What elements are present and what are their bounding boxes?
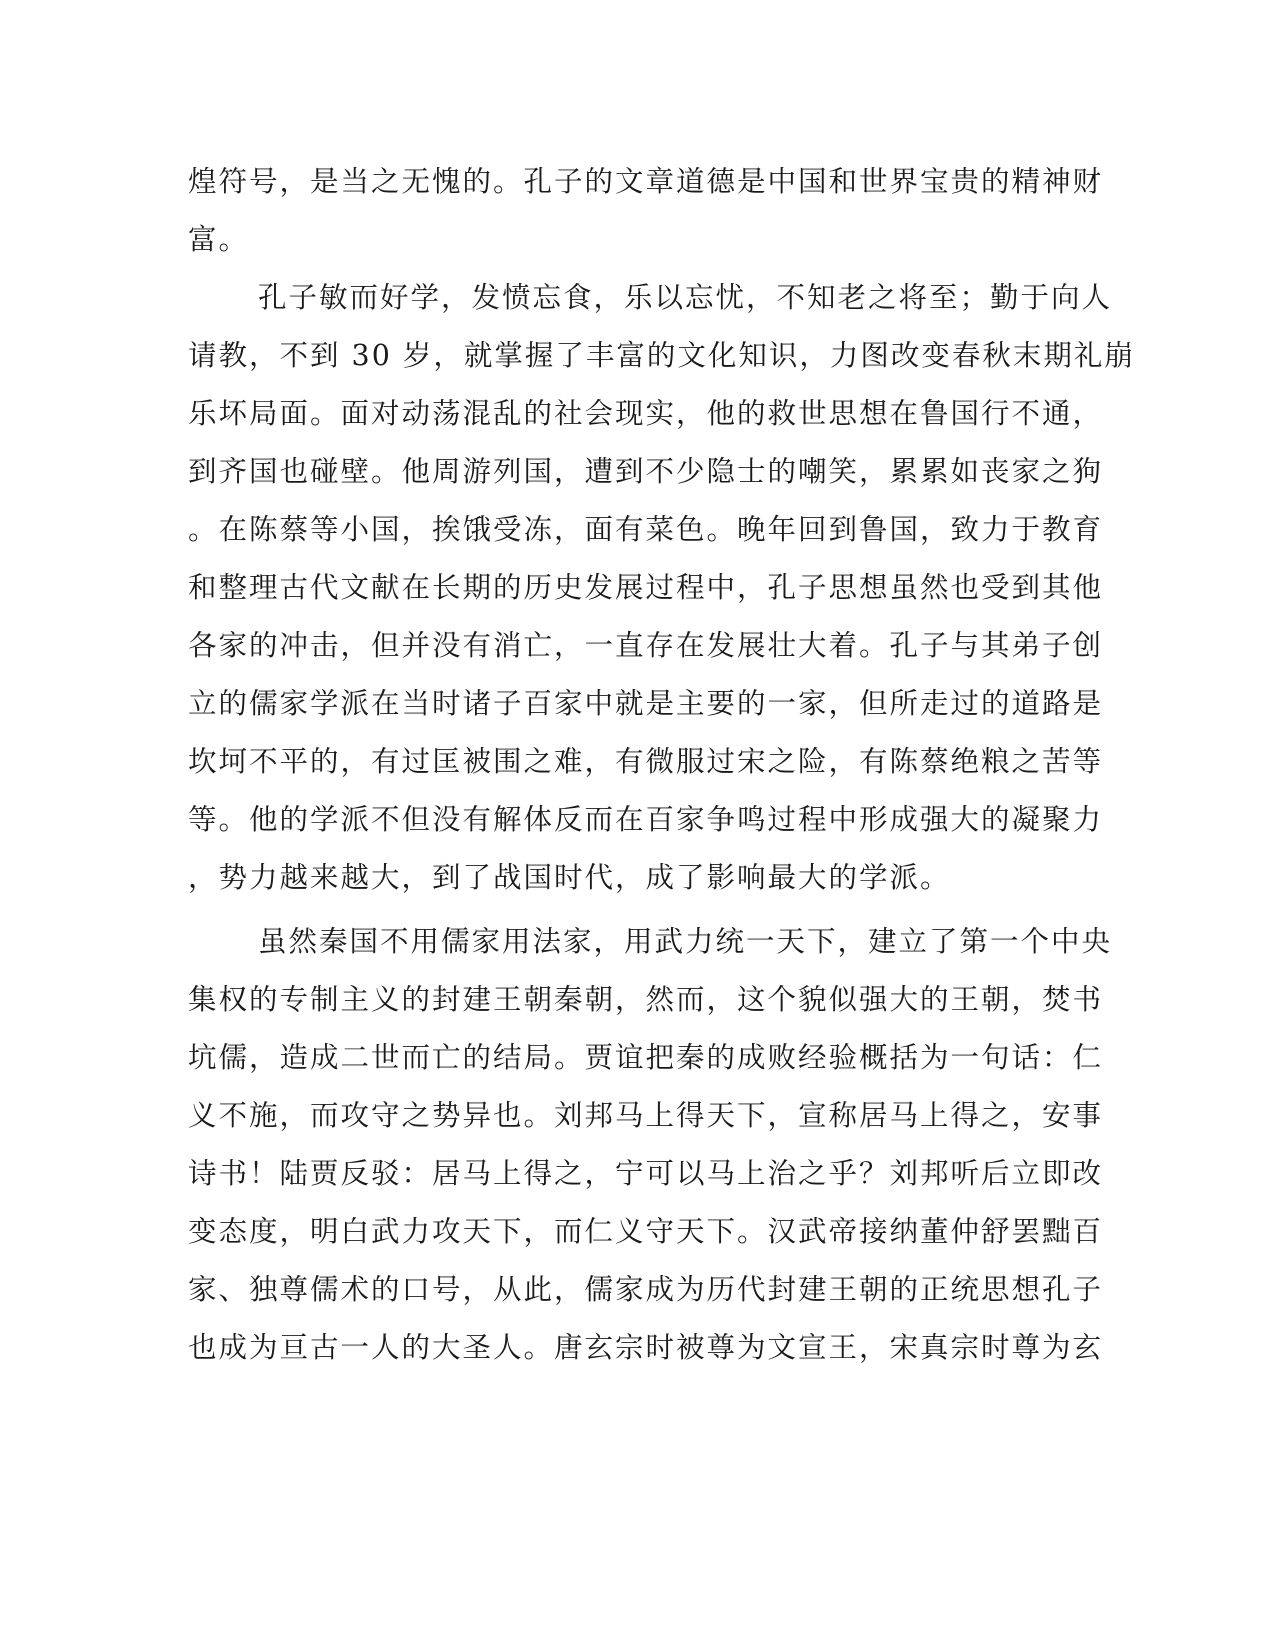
text-line: 各家的冲击，但并没有消亡，一直存在发展壮大着。孔子与其弟子创	[188, 629, 1104, 662]
text-line: 到齐国也碰壁。他周游列国，遭到不少隐士的嘲笑，累累如丧家之狗	[188, 455, 1104, 488]
text-line: 坎坷不平的，有过匡被围之难，有微服过宋之险，有陈蔡绝粮之苦等	[188, 745, 1104, 778]
paragraph-first-line: 孔子敏而好学，发愤忘食，乐以忘忧，不知老之将至；勤于向人	[258, 281, 1113, 314]
text-line: 诗书！陆贾反驳：居马上得之，宁可以马上治之乎？刘邦听后立即改	[188, 1157, 1104, 1190]
text-line: 也成为亘古一人的大圣人。唐玄宗时被尊为文宣王，宋真宗时尊为玄	[188, 1331, 1104, 1364]
text-line: 。在陈蔡等小国，挨饿受冻，面有菜色。晚年回到鲁国，致力于教育	[188, 513, 1104, 546]
text-line: 变态度，明白武力攻天下，而仁义守天下。汉武帝接纳董仲舒罢黜百	[188, 1215, 1104, 1248]
paragraph-first-line: 虽然秦国不用儒家用法家，用武力统一天下，建立了第一个中央	[258, 925, 1113, 958]
text-line: 和整理古代文献在长期的历史发展过程中，孔子思想虽然也受到其他	[188, 571, 1104, 604]
text-line: ，势力越来越大，到了战国时代，成了影响最大的学派。	[188, 861, 951, 894]
text-line: 乐坏局面。面对动荡混乱的社会现实，他的救世思想在鲁国行不通，	[188, 397, 1104, 430]
text-line: 坑儒，造成二世而亡的结局。贾谊把秦的成败经验概括为一句话：仁	[188, 1041, 1104, 1074]
text-line: 请教，不到 30 岁，就掌握了丰富的文化知识，力图改变春秋末期礼崩	[188, 339, 1135, 372]
text-line: 义不施，而攻守之势异也。刘邦马上得天下，宣称居马上得之，安事	[188, 1099, 1104, 1132]
text-line: 家、独尊儒术的口号，从此，儒家成为历代封建王朝的正统思想孔子	[188, 1273, 1104, 1306]
text-line: 煌符号，是当之无愧的。孔子的文章道德是中国和世界宝贵的精神财	[188, 165, 1104, 198]
text-line: 等。他的学派不但没有解体反而在百家争鸣过程中形成强大的凝聚力	[188, 803, 1104, 836]
text-line: 集权的专制主义的封建王朝秦朝，然而，这个貌似强大的王朝，焚书	[188, 983, 1104, 1016]
text-line: 立的儒家学派在当时诸子百家中就是主要的一家，但所走过的道路是	[188, 687, 1104, 720]
text-line: 富。	[188, 223, 250, 256]
